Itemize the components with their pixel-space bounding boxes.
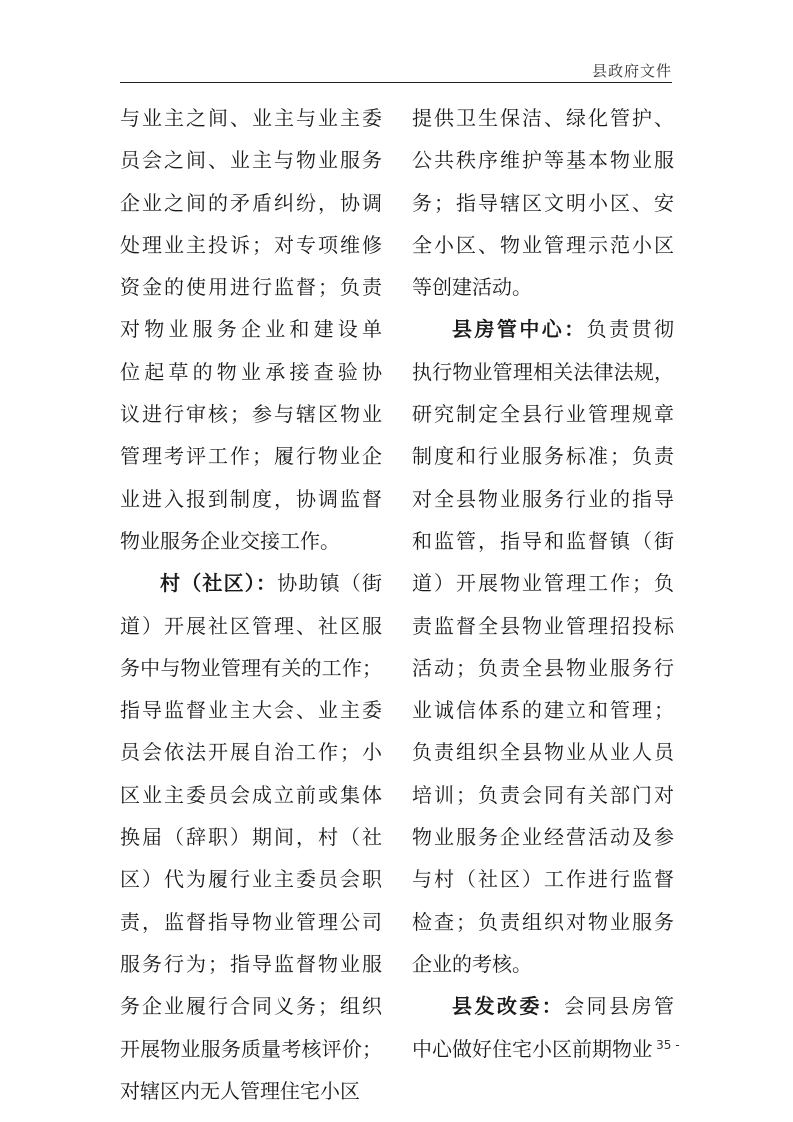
text-line bbox=[120, 943, 382, 985]
line-text: 和监管，指导和监督镇（街 bbox=[412, 528, 674, 553]
text-line bbox=[412, 774, 674, 816]
line-text: 资金的使用进行监督；负责 bbox=[120, 275, 382, 300]
line-text: 区业主委员会成立前或集体 bbox=[120, 782, 382, 807]
text-line bbox=[412, 266, 674, 308]
text-line bbox=[120, 478, 382, 520]
line-text: 务中与物业管理有关的工作； bbox=[120, 655, 382, 680]
page-header bbox=[120, 56, 672, 83]
line-text: 等创建活动。 bbox=[412, 275, 532, 300]
text-line bbox=[120, 182, 382, 224]
line-text: 与业主之间、业主与业主委 bbox=[120, 106, 382, 130]
text-line bbox=[412, 647, 674, 689]
text-line bbox=[412, 182, 674, 224]
text-line bbox=[120, 1070, 382, 1112]
section-heading: 县发改委： bbox=[452, 994, 565, 1019]
text-line bbox=[412, 478, 674, 520]
line-text: 务企业履行合同义务；组织 bbox=[120, 994, 382, 1019]
text-line bbox=[120, 562, 382, 604]
text-line bbox=[120, 1028, 382, 1070]
line-text: 活动；负责全县物业服务行 bbox=[412, 655, 674, 680]
section-heading: 村（社区）： bbox=[160, 571, 278, 596]
line-text: 员会依法开展自治工作；小 bbox=[120, 740, 382, 765]
line-text: 企业的考核。 bbox=[412, 951, 532, 976]
text-line bbox=[412, 816, 674, 858]
line-text: 协助镇（街 bbox=[277, 571, 383, 596]
text-line bbox=[120, 308, 382, 350]
line-text: 对辖区内无人管理住宅小区 bbox=[120, 1078, 360, 1103]
text-line bbox=[412, 224, 674, 266]
line-text: 全小区、物业管理示范小区 bbox=[412, 232, 674, 257]
line-text: 位起草的物业承接查验协 bbox=[120, 359, 382, 384]
line-text: 服务行为；指导监督物业服 bbox=[120, 951, 382, 976]
text-line bbox=[412, 689, 674, 731]
line-text: 制度和行业服务标准；负责 bbox=[412, 444, 674, 469]
text-line bbox=[412, 731, 674, 773]
text-line bbox=[120, 985, 382, 1027]
text-line bbox=[120, 393, 382, 435]
line-text: 研究制定全县行业管理规章 bbox=[412, 402, 674, 427]
text-line bbox=[412, 943, 674, 985]
text-line bbox=[412, 562, 674, 604]
line-text: 对全县物业服务行业的指导 bbox=[412, 486, 674, 511]
text-line bbox=[120, 901, 382, 943]
line-text: 区）代为履行业主委员会职 bbox=[120, 867, 382, 892]
line-text: 物业服务企业交接工作。 bbox=[120, 528, 340, 553]
line-text: 责，监督指导物业管理公司 bbox=[120, 909, 382, 934]
text-line bbox=[120, 139, 382, 181]
text-line bbox=[120, 605, 382, 647]
text-line bbox=[120, 520, 382, 562]
text-line bbox=[120, 351, 382, 393]
text-line bbox=[412, 308, 674, 350]
line-text: 执行物业管理相关法律法规， bbox=[412, 359, 674, 384]
line-text: 指导监督业主大会、业主委 bbox=[120, 698, 382, 723]
text-line bbox=[120, 435, 382, 477]
text-line bbox=[412, 97, 674, 139]
page-number: - 35 - bbox=[648, 1038, 680, 1052]
line-text: 道）开展物业管理工作；负 bbox=[412, 571, 674, 596]
line-text: 业诚信体系的建立和管理； bbox=[412, 698, 674, 723]
text-line bbox=[120, 224, 382, 266]
text-line bbox=[412, 139, 674, 181]
text-line bbox=[120, 266, 382, 308]
line-text: 员会之间、业主与物业服务 bbox=[120, 148, 382, 173]
line-text: 责监督全县物业管理招投标 bbox=[412, 613, 674, 638]
line-text: 物业服务企业经营活动及参 bbox=[412, 825, 674, 850]
text-line bbox=[120, 689, 382, 731]
line-text: 务；指导辖区文明小区、安 bbox=[412, 190, 674, 215]
text-line bbox=[412, 858, 674, 900]
line-text: 对物业服务企业和建设单 bbox=[120, 317, 382, 342]
text-line bbox=[120, 97, 382, 139]
section-heading: 县房管中心： bbox=[452, 317, 587, 342]
text-line bbox=[120, 647, 382, 689]
text-line bbox=[412, 351, 674, 393]
line-text: 检查；负责组织对物业服务 bbox=[412, 909, 674, 934]
line-text: 道）开展社区管理、社区服 bbox=[120, 613, 382, 638]
text-line bbox=[120, 816, 382, 858]
line-text: 管理考评工作；履行物业企 bbox=[120, 444, 382, 469]
line-text: 培训；负责会同有关部门对 bbox=[412, 782, 674, 807]
text-line bbox=[412, 520, 674, 562]
line-text: 负责贯彻 bbox=[586, 317, 675, 342]
text-line bbox=[412, 393, 674, 435]
left-text-column bbox=[120, 97, 382, 1112]
line-text: 会同县房管 bbox=[564, 994, 675, 1019]
line-text: 提供卫生保洁、绿化管护、 bbox=[412, 106, 674, 130]
text-line bbox=[412, 605, 674, 647]
right-text-column bbox=[412, 97, 674, 1070]
text-line bbox=[412, 985, 674, 1027]
line-text: 与村（社区）工作进行监督 bbox=[412, 867, 674, 892]
line-text: 处理业主投诉；对专项维修 bbox=[120, 232, 382, 257]
line-text: 公共秩序维护等基本物业服 bbox=[412, 148, 674, 173]
line-text: 企业之间的矛盾纠纷，协调 bbox=[120, 190, 382, 215]
line-text: 开展物业服务质量考核评价； bbox=[120, 1036, 382, 1061]
text-line bbox=[120, 774, 382, 816]
line-text: 业进入报到制度，协调监督 bbox=[120, 486, 382, 511]
text-line bbox=[412, 1028, 674, 1070]
text-line bbox=[412, 901, 674, 943]
line-text: 换届（辞职）期间，村（社 bbox=[120, 825, 382, 850]
line-text: 议进行审核；参与辖区物业 bbox=[120, 402, 382, 427]
text-line bbox=[412, 435, 674, 477]
header-title: 县政府文件 bbox=[591, 62, 672, 80]
line-text: 中心做好住宅小区前期物业 bbox=[412, 1036, 652, 1061]
text-line bbox=[120, 858, 382, 900]
text-line bbox=[120, 731, 382, 773]
line-text: 负责组织全县物业从业人员 bbox=[412, 740, 674, 765]
